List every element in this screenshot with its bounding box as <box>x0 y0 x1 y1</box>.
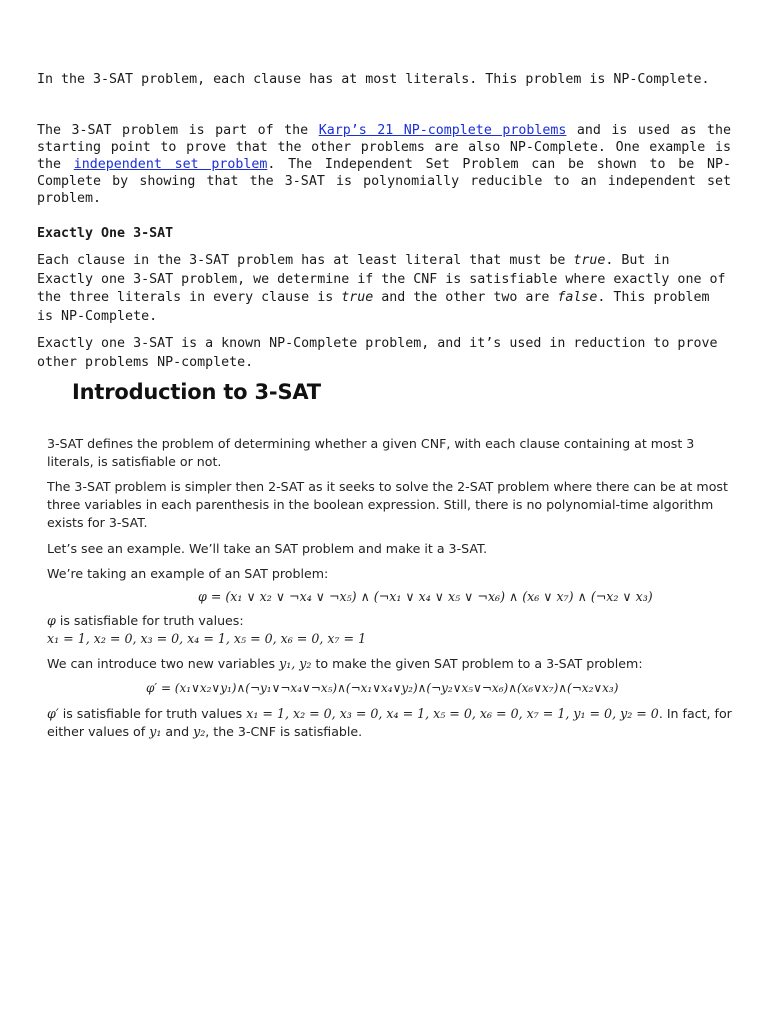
intro-paragraph-5-text: is satisfiable for truth values: <box>55 613 244 628</box>
variable-y1: y₁ <box>149 724 162 739</box>
phi-symbol: φ <box>47 613 56 628</box>
phi-prime-symbol: φ′ <box>47 706 59 721</box>
variable-y2: y₂ <box>193 724 206 739</box>
karp-21-link[interactable]: Karp’s 21 NP-complete problems <box>318 123 567 138</box>
paragraph-karp-text-1: The 3-SAT problem is part of the <box>37 123 319 138</box>
italic-false: false <box>557 290 598 305</box>
independent-set-link[interactable]: independent set problem <box>73 157 268 172</box>
paragraph-exactly-one-text-3: and the other two are <box>373 290 558 305</box>
intro-paragraph-8-text-3: and <box>161 724 194 739</box>
intro-paragraph-7-text-1: We can introduce two new variables <box>47 656 280 671</box>
intro-paragraph-1: 3-SAT defines the problem of determining whether a given CNF, with each clause containing at most 3 literals, is satisfiable or not. <box>47 436 695 469</box>
intro-paragraph-3: Let’s see an example. We’ll take an SAT problem and make it a 3-SAT. <box>47 541 488 556</box>
new-variables: y₁, y₂ <box>279 656 312 671</box>
equation-phi: φ = (x₁ ∨ x₂ ∨ ¬x₄ ∨ ¬x₅) ∧ (¬x₁ ∨ x₄ ∨ x₅ ∨ ¬x₆) ∧ (x₆ ∨ x₇) ∧ (¬x₂ ∨ x₃) <box>198 589 653 604</box>
italic-true-2: true <box>341 290 374 305</box>
paragraph-karp-text-2: and is used as the starting point to prove that the other problems are also NP-Complete. One example is the <box>37 123 731 172</box>
paragraph-exactly-one-text-2: . But in Exactly one 3-SAT problem, we determine if the CNF is satisfiable where exactly one of the three literals in every clause is <box>37 253 726 305</box>
paragraph-karp-text-3: . The Independent Set Problem can be shown to be NP-Complete by showing that the 3-SAT is polynomially reducible to an independent set problem. <box>37 157 732 206</box>
truth-values-phi: x₁ = 1, x₂ = 0, x₃ = 0, x₄ = 1, x₅ = 0, x₆ = 0, x₇ = 1 <box>47 631 367 646</box>
heading-exactly-one-3sat: Exactly One 3-SAT <box>37 226 174 241</box>
intro-paragraph-7-text-2: to make the given SAT problem to a 3-SAT problem: <box>311 656 643 671</box>
intro-paragraph-4: We’re taking an example of an SAT problem: <box>47 566 329 581</box>
equation-phi-prime: φ′ = (x₁∨x₂∨y₁)∧(¬y₁∨¬x₄∨¬x₅)∧(¬x₁∨x₄∨y₂)∧(¬y₂∨x₅∨¬x₆)∧(x₆∨x₇)∧(¬x₂∨x₃) <box>146 681 619 695</box>
intro-paragraph-2: The 3-SAT problem is simpler then 2-SAT as it seeks to solve the 2-SAT problem where there can be at most three variables in each parenthesis in the boolean expression. Still, there is no polynomial-time algorithm exists for 3-SAT. <box>47 479 728 530</box>
intro-paragraph-8-text-1: is satisfiable for truth values <box>58 706 247 721</box>
intro-title: Introduction to 3-SAT <box>72 380 321 404</box>
paragraph-exactly-one <box>37 252 731 326</box>
intro-paragraph-8-text-2: . In fact, for either values of <box>47 706 732 739</box>
paragraph-exactly-one-text-1: Each clause in the 3-SAT problem has at least literal that must be <box>37 253 574 268</box>
intro-paragraph-8-text-4: , the 3-CNF is satisfiable. <box>205 724 363 739</box>
italic-true-1: true <box>573 253 606 268</box>
truth-values-phi-prime: x₁ = 1, x₂ = 0, x₃ = 0, x₄ = 1, x₅ = 0, x₆ = 0, x₇ = 1, y₁ = 0, y₂ = 0 <box>246 706 659 721</box>
paragraph-karp <box>37 122 731 207</box>
intro-paragraph-7 <box>47 655 737 673</box>
paragraph-3sat-definition-text: In the 3-SAT problem, each clause has at most literals. This problem is NP-Complete. <box>37 72 710 87</box>
paragraph-exactly-one-text-4: . This problem is NP-Complete. <box>37 290 710 324</box>
paragraph-3sat-definition <box>37 71 731 88</box>
paragraph-known-npc: Exactly one 3-SAT is a known NP-Complete problem, and it’s used in reduction to prove other problems NP-complete. <box>37 336 718 370</box>
intro-paragraph-8 <box>47 705 737 741</box>
intro-paragraph-5 <box>47 612 737 630</box>
